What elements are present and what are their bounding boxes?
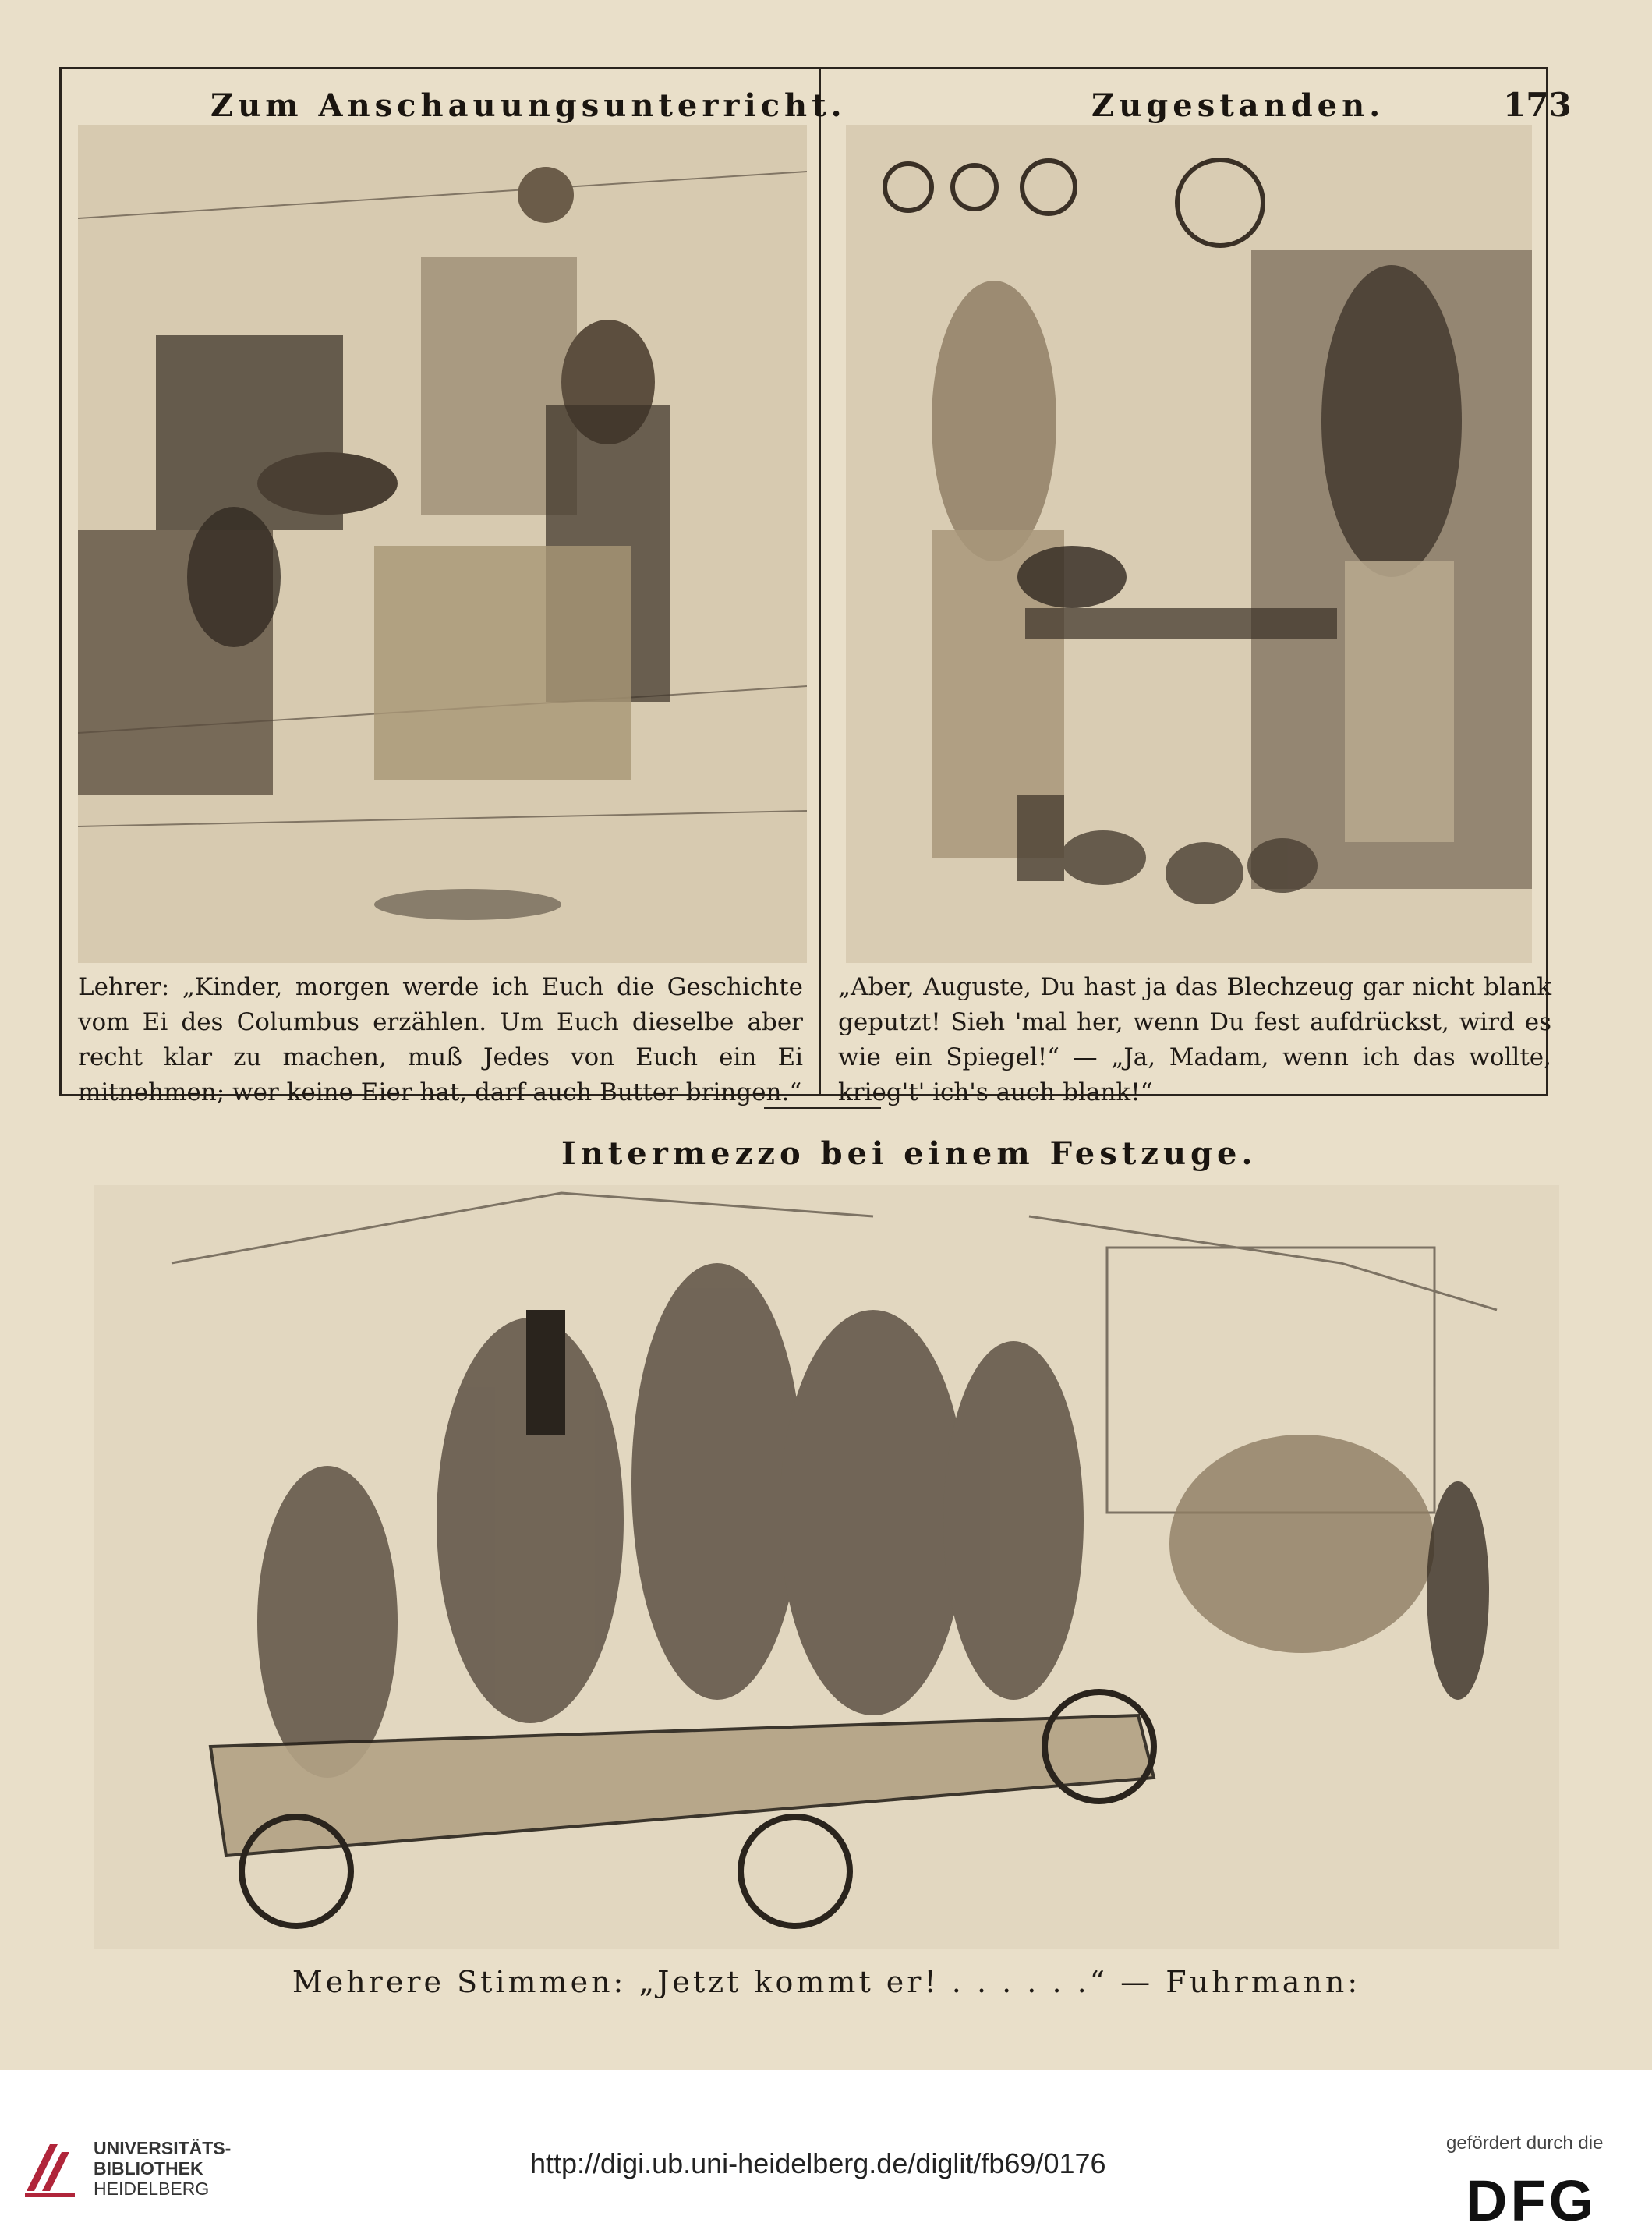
kitchen-illustration — [846, 125, 1532, 963]
page-number: 173 — [1503, 86, 1572, 124]
panel-left-title: Zum Anschauungsunterricht. — [210, 87, 847, 124]
panel-left-caption: Lehrer: „Kinder, morgen werde ich Euch die Geschichte vom Ei des Columbus erzählen. Um Euch dieselbe aber recht klar zu machen, muß Jedes von Euch ein Ei mitnehmen; wer keine Eier hat, darf auch Butter bringen.“ — [78, 973, 803, 1106]
bottom-panel-title: Intermezzo bei einem Festzuge. — [561, 1135, 1258, 1172]
institution-line-2: BIBLIOTHEK — [94, 2158, 203, 2179]
panel-right-title: Zugestanden. — [1091, 87, 1385, 124]
document-url-link[interactable]: http://digi.ub.uni-heidelberg.de/diglit/fb69/0176 — [530, 2147, 1106, 2179]
funding-text: gefördert durch die — [1446, 2133, 1604, 2154]
institution-line-3: HEIDELBERG — [94, 2179, 210, 2199]
section-divider — [764, 1107, 881, 1109]
institution-line-1: UNIVERSITÄTS- — [94, 2138, 232, 2158]
dfg-logo: DFG — [1466, 2168, 1597, 2233]
panel-divider — [819, 67, 821, 1096]
bottom-panel-caption: Mehrere Stimmen: „Jetzt kommt er! . . . . . .“ — Fuhrmann: — [292, 1965, 1361, 1999]
panel-right-caption: „Aber, Auguste, Du hast ja das Blechzeug gar nicht blank geputzt! Sieh 'mal her, wenn Du fest aufdrückst, wird es wie ein Spiegel!“ — „Ja, Madam, wenn ich das wollte, krieg't' ich's auch blank!“ — [838, 973, 1551, 1106]
crowd-cart-illustration — [94, 1185, 1559, 1949]
ub-heidelberg-logo-icon — [19, 2136, 83, 2200]
classroom-illustration — [78, 125, 807, 963]
institution-name — [94, 2138, 231, 2199]
